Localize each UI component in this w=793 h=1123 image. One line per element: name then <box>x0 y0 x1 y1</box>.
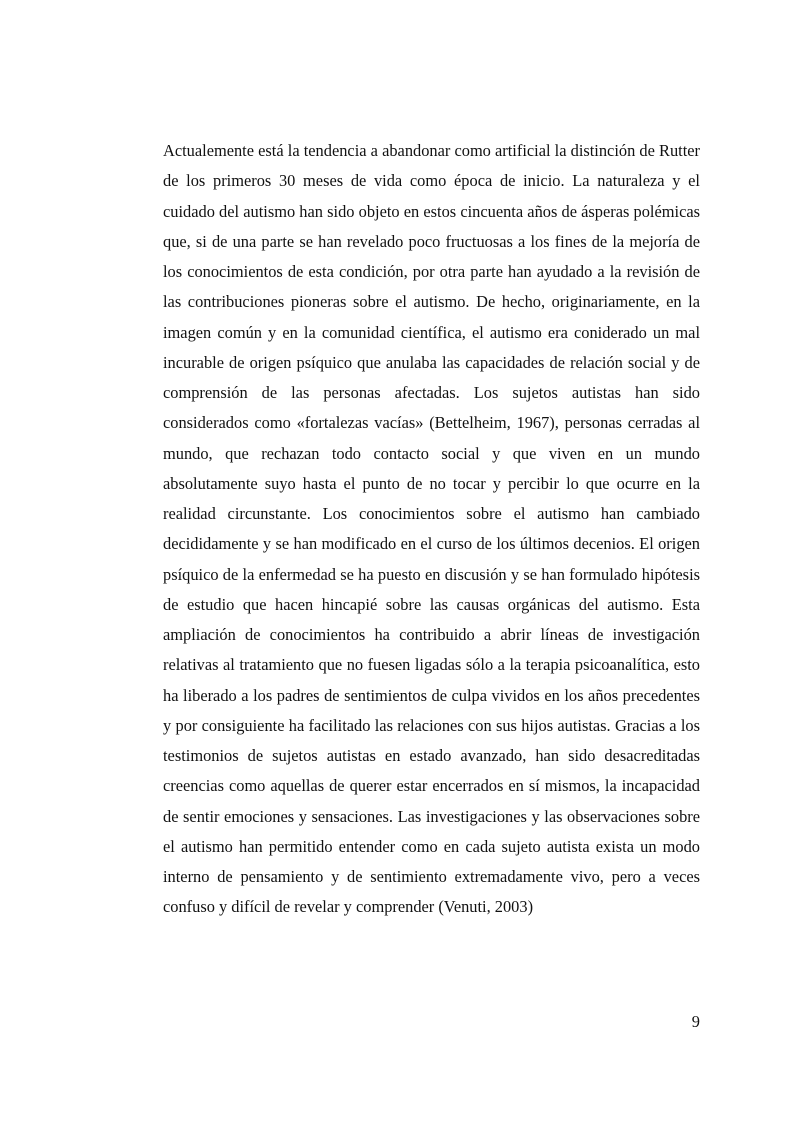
page-number: 9 <box>691 1012 700 1031</box>
body-paragraph: Actualemente está la tendencia a abandonar como artificial la distinción de Rutter de los primeros 30 meses de vida como época de inicio. La naturaleza y el cuidado del autismo han sido objeto en estos cincuenta años de ásperas polémicas que, si de una parte se han revelado poco fructuosas a los fines de la mejoría de los conocimientos de esta condición, por otra parte han ayudado a la revisión de las contribuciones pioneras sobre el autismo. De hecho, originariamente, en la imagen común y en la comunidad científica, el autismo era coniderado un mal incurable de origen psíquico que anulaba las capacidades de relación social y de comprensión de las personas afectadas. Los sujetos autistas han sido considerados como «fortalezas vacías» (Bettelheim, 1967), personas cerradas al mundo, que rechazan todo contacto social y que viven en un mundo absolutamente suyo hasta el punto de no tocar y percibir lo que ocurre en la realidad circunstante. Los conocimientos sobre el autismo han cambiado decididamente y se han modificado en el curso de los últimos decenios. El origen psíquico de la enfermedad se ha puesto en discusión y se han formulado hipótesis de estudio que hacen hincapié sobre las causas orgánicas del autismo. Esta ampliación de conocimientos ha contribuido a abrir líneas de investigación relativas al tratamiento que no fuesen ligadas sólo a la terapia psicoanalítica, esto ha liberado a los padres de sentimientos de culpa vividos en los años precedentes y por consiguiente ha facilitado las relaciones con sus hijos autistas. Gracias a los testimonios de sujetos autistas en estado avanzado, han sido desacreditadas creencias como aquellas de querer estar encerrados en sí mismos, la incapacidad de sentir emociones y sensaciones. Las investigaciones y las observaciones sobre el autismo han permitido entender como en cada sujeto autista exista un modo interno de pensamiento y de sentimiento extremadamente vivo, pero a veces confuso y difícil de revelar y comprender (Venuti, 2003) <box>163 141 700 917</box>
